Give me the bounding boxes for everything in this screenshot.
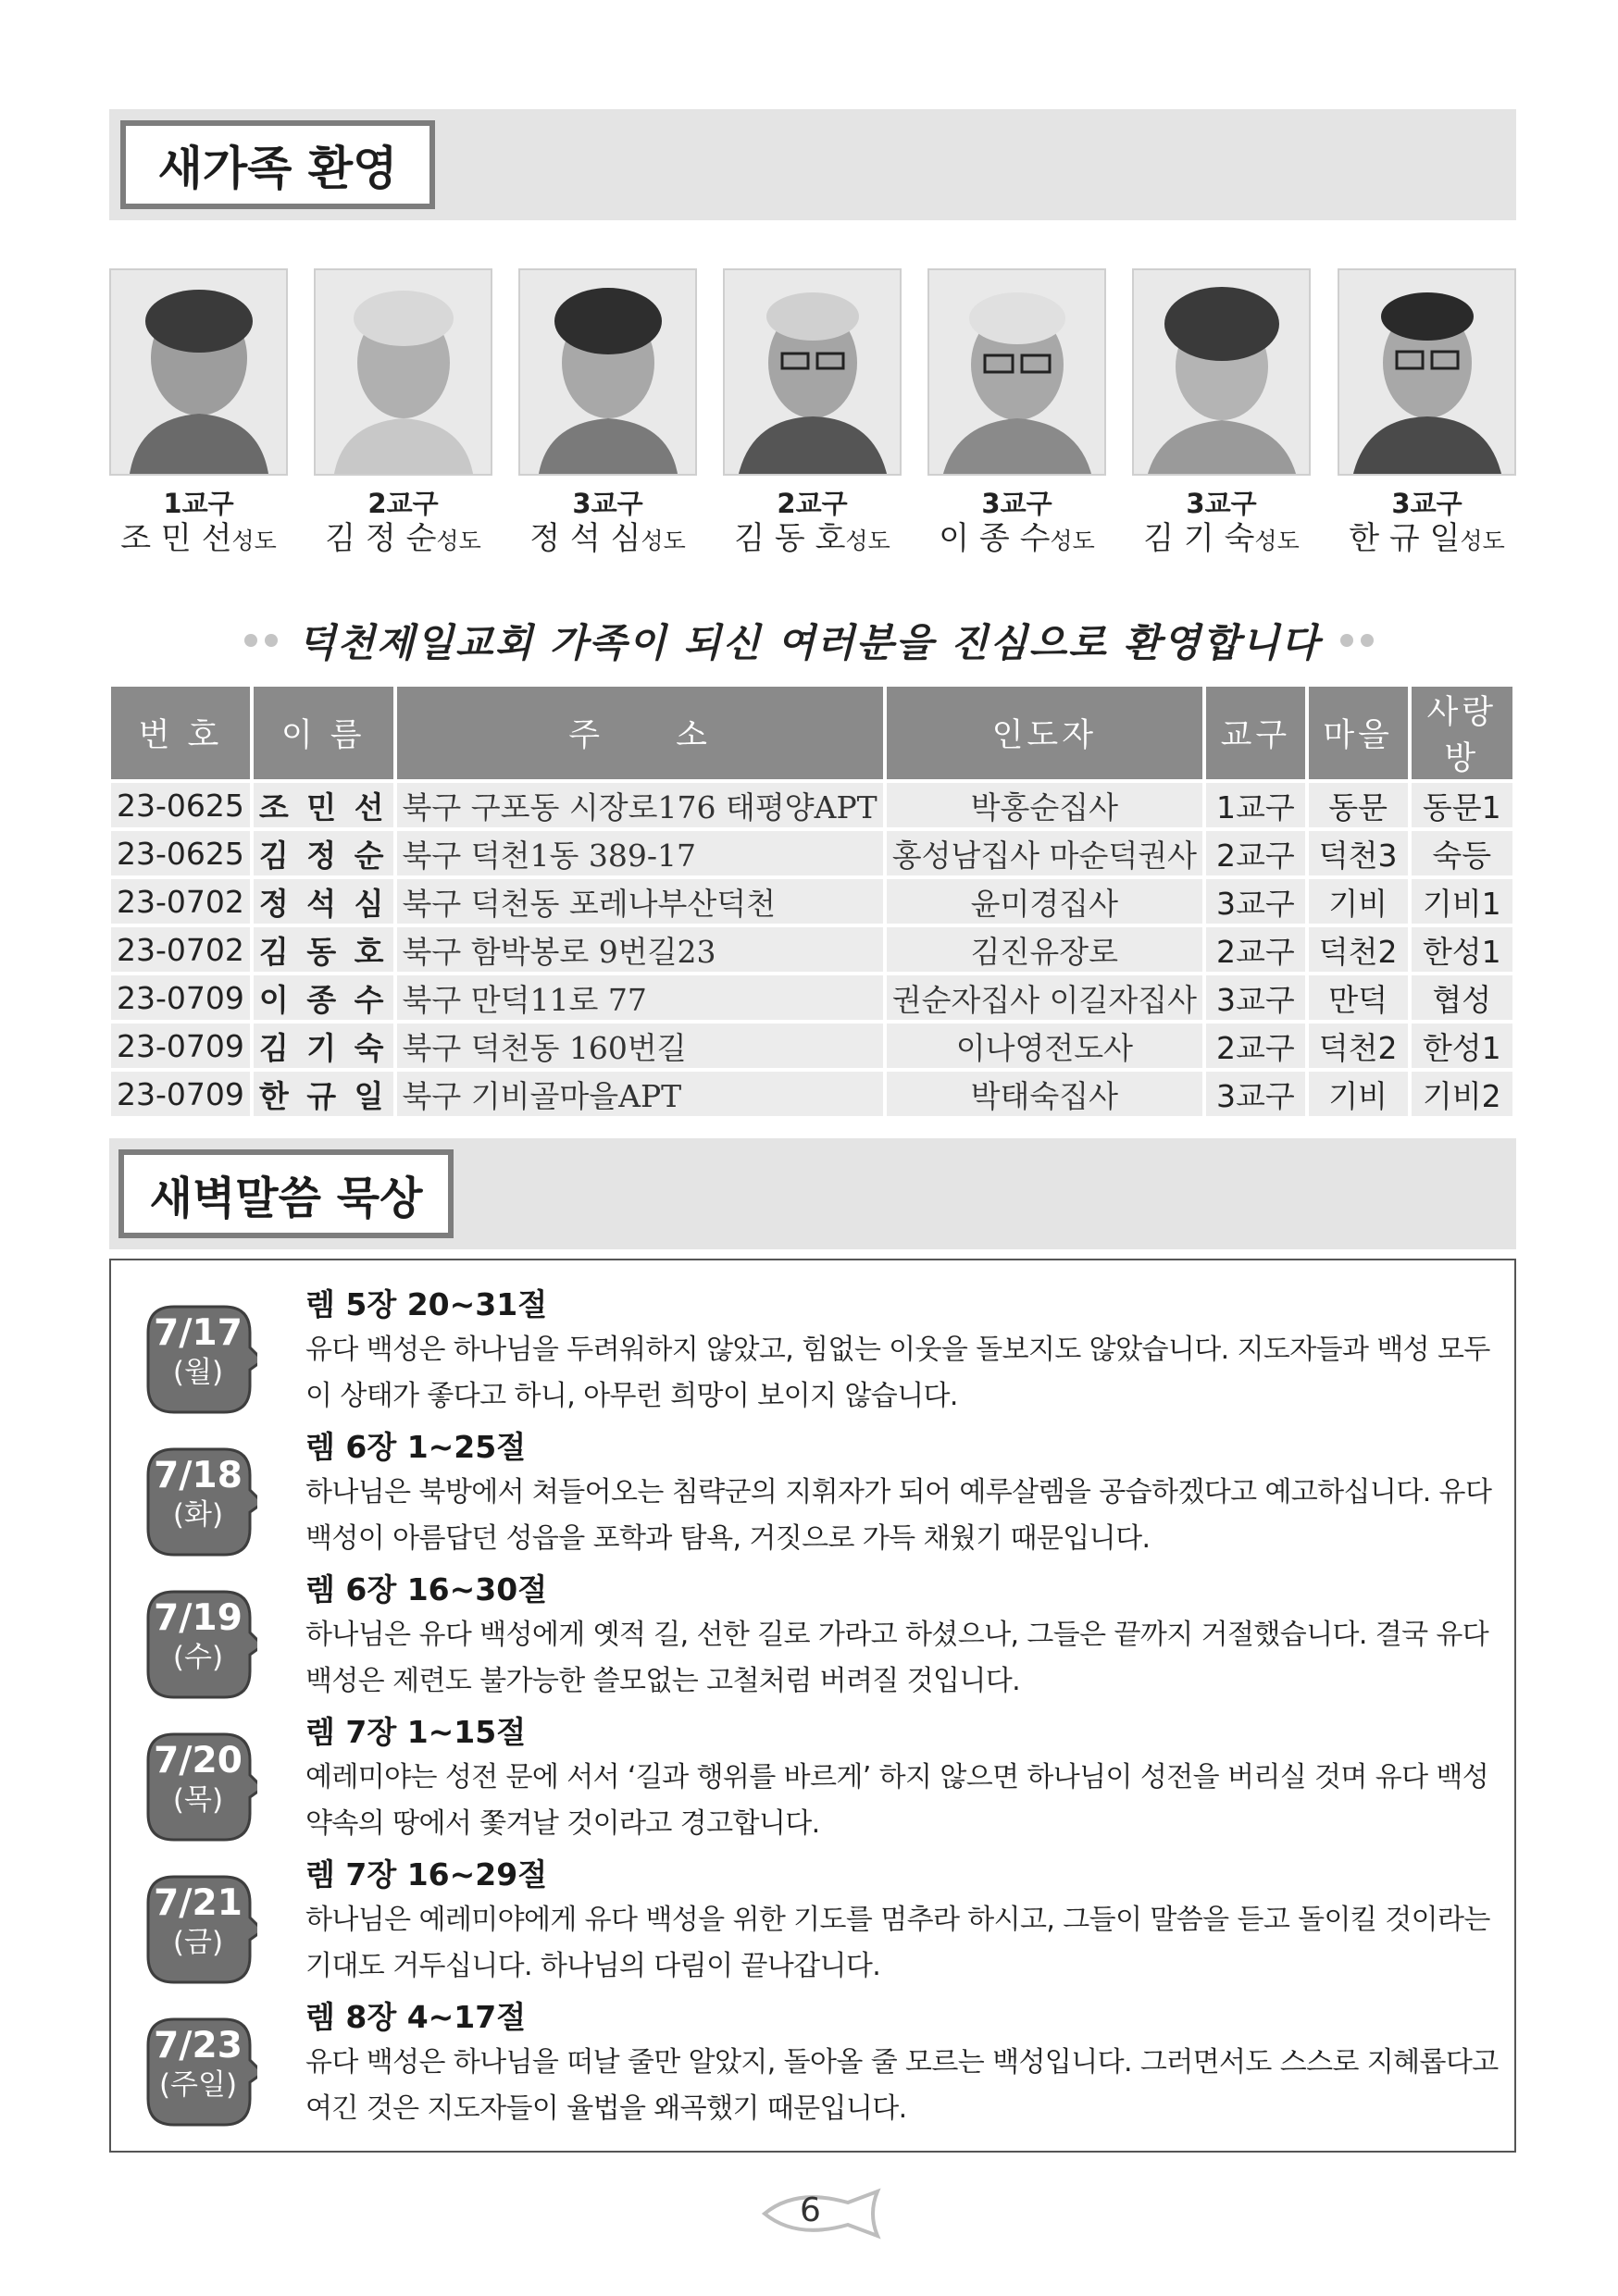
- table-row: [111, 783, 1512, 827]
- table-row: [111, 1072, 1512, 1116]
- welcome-message: 덕천제일교회 가족이 되신 여러분을 진심으로 환영합니다: [297, 620, 1321, 665]
- cell-district: 3교구: [1206, 879, 1305, 924]
- cell-district: 3교구: [1206, 975, 1305, 1020]
- member-title: 성도: [1460, 527, 1505, 554]
- cell-guide: 박태숙집사: [887, 1072, 1202, 1116]
- weekday-label: (주일): [158, 2068, 238, 2102]
- new-family-table: [107, 683, 1516, 1120]
- cell-address: 북구 덕천동 포레나부산덕천: [397, 879, 883, 924]
- member-card: [1338, 268, 1516, 562]
- member-district: 3교구: [1391, 488, 1462, 519]
- devotion-title: [118, 1149, 454, 1238]
- date-badge: [146, 2017, 257, 2127]
- cell-guide: 홍성남집사 마순덕권사: [887, 831, 1202, 875]
- weekday-label: (화): [172, 1498, 224, 1532]
- cell-village: 덕천2: [1309, 1024, 1408, 1068]
- cell-address: 북구 함박봉로 9번길23: [397, 927, 883, 972]
- cell-group: 기비2: [1412, 1072, 1512, 1116]
- cell-guide: 김진유장로: [887, 927, 1202, 972]
- member-district: 3교구: [1186, 488, 1257, 519]
- devotion-text: 하나님은 북방에서 쳐들어오는 침략군의 지휘자가 되어 예루살렘을 공습하겠다고 예고하십니다. 유다 백성이 아름답던 성읍을 포학과 탐욕, 거짓으로 가득 채웠기 때문입니다.: [305, 1476, 1492, 1555]
- member-title: 성도: [231, 527, 277, 554]
- cell-number: 23-0709: [111, 975, 250, 1020]
- date-label: 7/23: [154, 2025, 243, 2066]
- date-badge: [146, 1590, 257, 1699]
- cell-address: 북구 만덕11로 77: [397, 975, 883, 1020]
- member-photo: [314, 268, 492, 476]
- cell-group: 동문1: [1412, 783, 1512, 827]
- table-row: [111, 1024, 1512, 1068]
- cell-address: 북구 덕천1동 389-17: [397, 831, 883, 875]
- devotion-entry: [111, 1708, 1518, 1850]
- header-district: 교구: [1206, 687, 1305, 779]
- cell-district: 2교구: [1206, 831, 1305, 875]
- member-district: 1교구: [163, 488, 234, 519]
- weekday-label: (목): [172, 1783, 224, 1817]
- member-name: 김 동 호: [734, 520, 846, 557]
- page-number: [759, 2186, 889, 2241]
- devotion-entry: [111, 1851, 1518, 1992]
- member-name: 조 민 선: [120, 520, 232, 557]
- member-photo: [1338, 268, 1516, 476]
- cell-village: 만덕: [1309, 975, 1408, 1020]
- cell-group: 한성1: [1412, 1024, 1512, 1068]
- date-label: 7/19: [154, 1597, 243, 1639]
- new-family-title-text: 새가족 환영: [157, 142, 398, 195]
- cell-district: 3교구: [1206, 1072, 1305, 1116]
- member-district: 3교구: [572, 488, 643, 519]
- date-badge: [146, 1447, 257, 1557]
- member-photo-row: [109, 268, 1516, 574]
- member-district: 2교구: [367, 488, 439, 519]
- cell-number: 23-0709: [111, 1024, 250, 1068]
- devotion-entry: [111, 1566, 1518, 1707]
- new-family-title: [120, 120, 435, 209]
- cell-group: 기비1: [1412, 879, 1512, 924]
- scripture-reference: 렘 6장 1~25절: [305, 1429, 527, 1465]
- member-card: [314, 268, 492, 562]
- member-photo: [723, 268, 902, 476]
- table-row: [111, 831, 1512, 875]
- table-row: [111, 975, 1512, 1020]
- date-label: 7/18: [154, 1455, 243, 1496]
- cell-name: 이 종 수: [254, 975, 393, 1020]
- devotion-text: 하나님은 유다 백성에게 옛적 길, 선한 길로 가라고 하셨으나, 그들은 끝까지 거절했습니다. 결국 유다 백성은 제련도 불가능한 쓸모없는 고철처럼 버려질 것입니다.: [305, 1619, 1489, 1697]
- cell-guide: 박홍순집사: [887, 783, 1202, 827]
- cell-guide: 윤미경집사: [887, 879, 1202, 924]
- member-photo: [109, 268, 288, 476]
- scripture-reference: 렘 6장 16~30절: [305, 1571, 548, 1607]
- cell-name: 김 정 순: [254, 831, 393, 875]
- member-photo: [1132, 268, 1311, 476]
- weekday-label: (금): [172, 1926, 224, 1959]
- member-name: 한 규 일: [1349, 520, 1461, 557]
- cell-guide: 권순자집사 이길자집사: [887, 975, 1202, 1020]
- devotion-list: [109, 1259, 1516, 2153]
- devotion-text: 유다 백성은 하나님을 두려워하지 않았고, 힘없는 이웃을 돌보지도 않았습니다. 지도자들과 백성 모두 이 상태가 좋다고 하니, 아무런 희망이 보이지 않습니다.: [305, 1334, 1490, 1412]
- cell-address: 북구 덕천동 160번길: [397, 1024, 883, 1068]
- devotion-text: 유다 백성은 하나님을 떠날 줄만 알았지, 돌아올 줄 모르는 백성입니다. 그러면서도 스스로 지혜롭다고 여긴 것은 지도자들이 율법을 왜곡했기 때문입니다.: [305, 2046, 1499, 2125]
- date-label: 7/17: [154, 1312, 243, 1354]
- fish-icon: [759, 2186, 889, 2241]
- cell-group: 협성: [1412, 975, 1512, 1020]
- date-badge: [146, 1305, 257, 1414]
- devotion-entry: [111, 1423, 1518, 1565]
- member-photo: [518, 268, 697, 476]
- cell-number: 23-0709: [111, 1072, 250, 1116]
- table-row: [111, 879, 1512, 924]
- scripture-reference: 렘 7장 16~29절: [305, 1856, 548, 1893]
- welcome-banner: [0, 611, 1618, 670]
- weekday-label: (월): [172, 1356, 224, 1389]
- decorative-dots: [1340, 634, 1374, 647]
- cell-number: 23-0625: [111, 831, 250, 875]
- date-badge: [146, 1732, 257, 1842]
- scripture-reference: 렘 8장 4~17절: [305, 1999, 527, 2035]
- header-guide: 인도자: [887, 687, 1202, 779]
- cell-name: 조 민 선: [254, 783, 393, 827]
- member-card: [723, 268, 902, 562]
- cell-village: 덕천3: [1309, 831, 1408, 875]
- cell-village: 기비: [1309, 1072, 1408, 1116]
- cell-name: 김 기 숙: [254, 1024, 393, 1068]
- page-number-text: 6: [800, 2191, 821, 2229]
- cell-number: 23-0702: [111, 879, 250, 924]
- member-name: 정 석 심: [529, 520, 641, 557]
- member-card: [518, 268, 697, 562]
- member-title: 성도: [1050, 527, 1095, 554]
- cell-village: 덕천2: [1309, 927, 1408, 972]
- member-district: 3교구: [981, 488, 1052, 519]
- date-badge: [146, 1875, 257, 1984]
- devotion-entry: [111, 1281, 1518, 1422]
- cell-village: 기비: [1309, 879, 1408, 924]
- cell-district: 1교구: [1206, 783, 1305, 827]
- member-card: [927, 268, 1106, 562]
- devotion-entry: [111, 1993, 1518, 2135]
- decorative-dots: [244, 634, 278, 647]
- cell-number: 23-0625: [111, 783, 250, 827]
- table-header-row: [111, 687, 1512, 779]
- cell-address: 북구 구포동 시장로176 태평양APT: [397, 783, 883, 827]
- cell-number: 23-0702: [111, 927, 250, 972]
- scripture-reference: 렘 5장 20~31절: [305, 1286, 548, 1322]
- header-cell-group: 사랑방: [1412, 687, 1512, 779]
- member-name: 이 종 수: [939, 520, 1051, 557]
- member-card: [1132, 268, 1311, 562]
- date-label: 7/21: [154, 1882, 243, 1924]
- cell-name: 한 규 일: [254, 1072, 393, 1116]
- member-photo: [927, 268, 1106, 476]
- member-title: 성도: [436, 527, 481, 554]
- header-village: 마을: [1309, 687, 1408, 779]
- devotion-text: 하나님은 예레미야에게 유다 백성을 위한 기도를 멈추라 하시고, 그들이 말씀을 듣고 돌이킬 것이라는 기대도 거두십니다. 하나님의 다림이 끝나갑니다.: [305, 1904, 1490, 1982]
- member-title: 성도: [845, 527, 890, 554]
- cell-district: 2교구: [1206, 1024, 1305, 1068]
- header-name: 이 름: [254, 687, 393, 779]
- cell-village: 동문: [1309, 783, 1408, 827]
- date-label: 7/20: [154, 1740, 243, 1781]
- devotion-title-text: 새벽말씀 묵상: [149, 1172, 423, 1224]
- cell-group: 한성1: [1412, 927, 1512, 972]
- cell-district: 2교구: [1206, 927, 1305, 972]
- member-district: 2교구: [777, 488, 848, 519]
- scripture-reference: 렘 7장 1~15절: [305, 1714, 527, 1750]
- member-name: 김 정 순: [325, 520, 437, 557]
- cell-guide: 이나영전도사: [887, 1024, 1202, 1068]
- member-card: [109, 268, 288, 562]
- member-name: 김 기 숙: [1143, 520, 1255, 557]
- member-title: 성도: [641, 527, 686, 554]
- header-address: 주 소: [397, 687, 883, 779]
- cell-name: 정 석 심: [254, 879, 393, 924]
- cell-group: 숙등: [1412, 831, 1512, 875]
- header-number: 번 호: [111, 687, 250, 779]
- cell-name: 김 동 호: [254, 927, 393, 972]
- member-title: 성도: [1254, 527, 1300, 554]
- devotion-text: 예레미야는 성전 문에 서서 ‘길과 행위를 바르게’ 하지 않으면 하나님이 성전을 버리실 것며 유다 백성 약속의 땅에서 쫓겨날 것이라고 경고합니다.: [305, 1761, 1489, 1840]
- table-row: [111, 927, 1512, 972]
- weekday-label: (수): [172, 1641, 224, 1674]
- cell-address: 북구 기비골마을APT: [397, 1072, 883, 1116]
